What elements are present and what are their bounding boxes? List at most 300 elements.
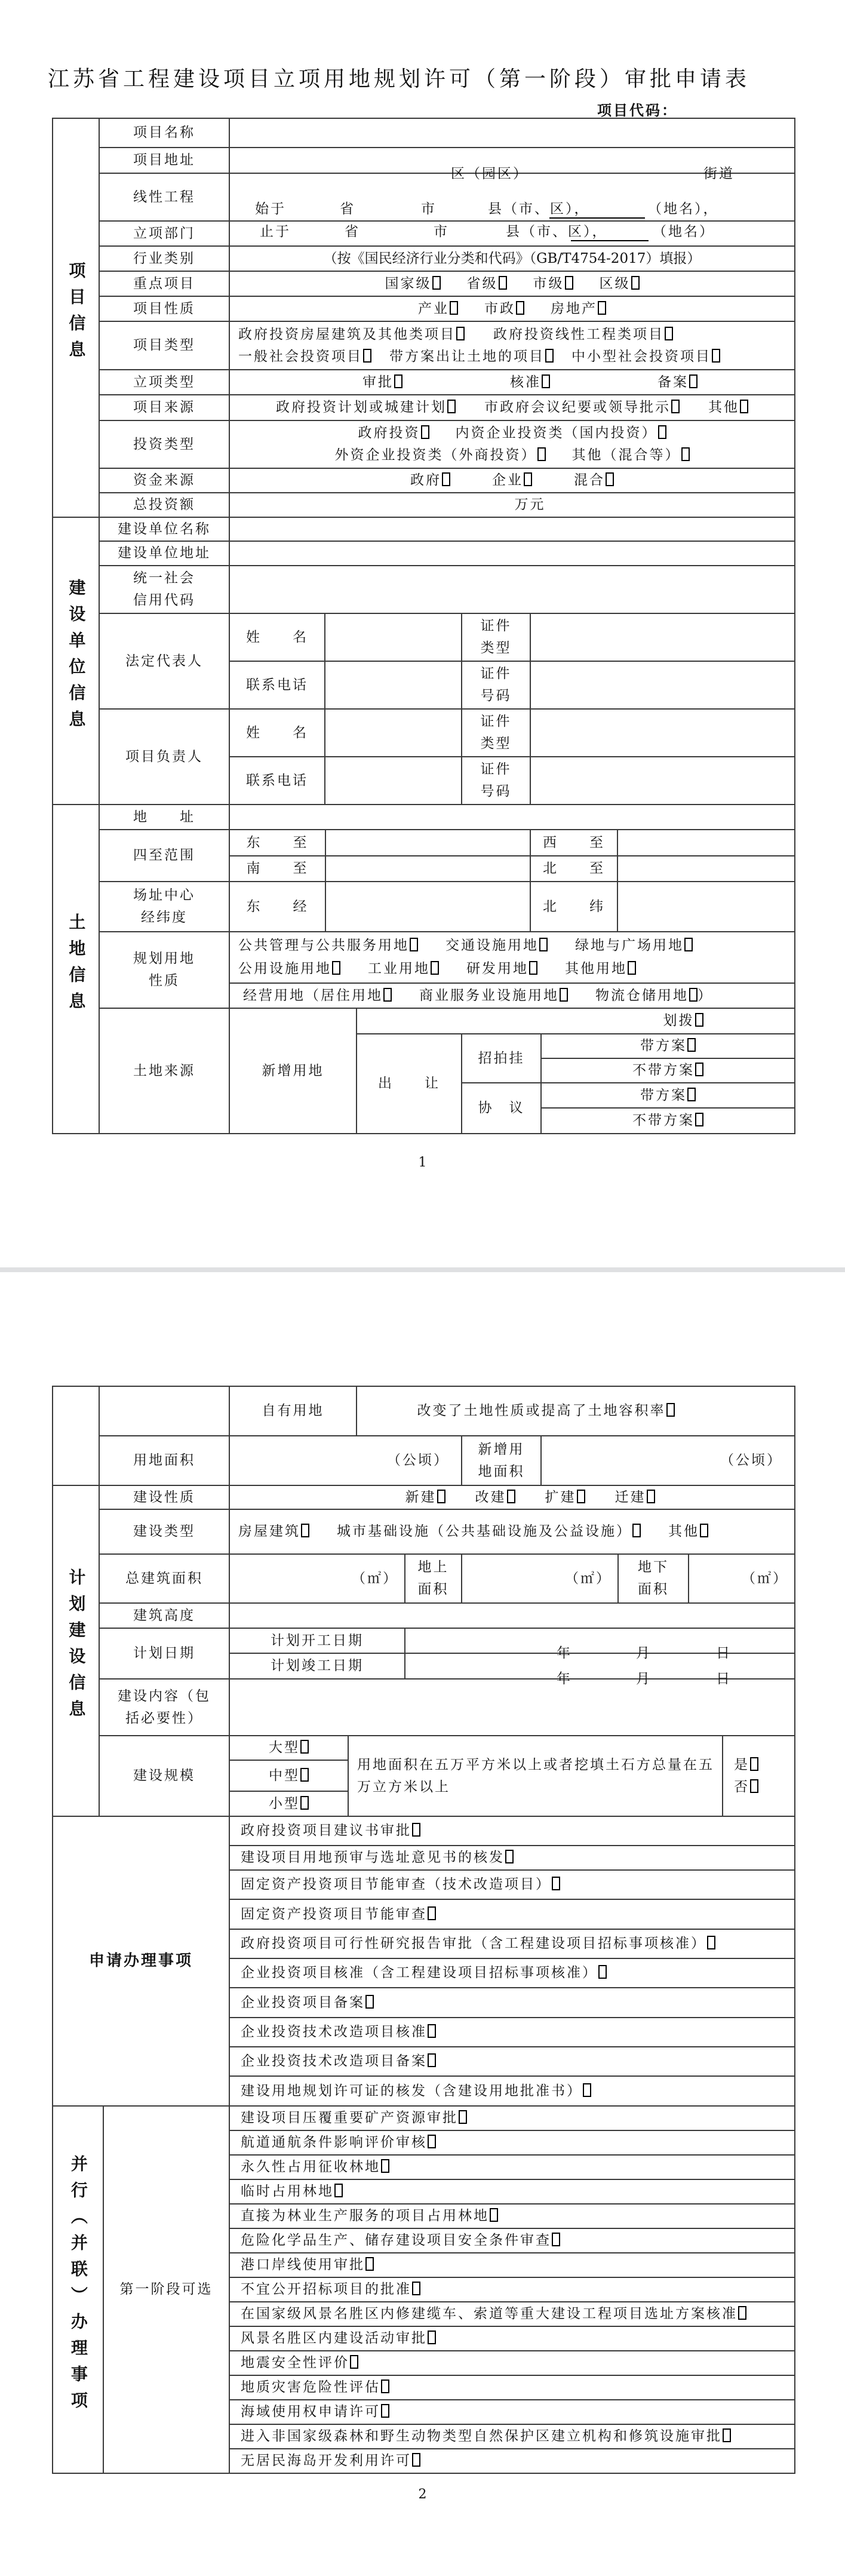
checkbox[interactable] xyxy=(687,1088,696,1101)
checkbox-option[interactable] xyxy=(241,1850,514,1865)
to-label: 止于 xyxy=(260,224,291,240)
checkbox-option[interactable] xyxy=(358,422,429,444)
key-project-options xyxy=(229,271,795,296)
checkbox-option[interactable] xyxy=(269,1740,309,1755)
east-field[interactable] xyxy=(325,830,530,856)
manager-name-field[interactable] xyxy=(325,709,462,757)
checklist-item[interactable] xyxy=(229,2277,795,2302)
manager-phone-field[interactable] xyxy=(325,757,462,805)
checkbox-option[interactable] xyxy=(241,2306,746,2322)
checkbox[interactable] xyxy=(658,425,666,439)
checkbox-group xyxy=(335,444,690,466)
checkbox[interactable] xyxy=(505,1850,514,1863)
place-blank[interactable] xyxy=(571,240,649,241)
fund-source-label: 资金来源 xyxy=(99,468,229,493)
manager-label: 项目负责人 xyxy=(99,709,229,805)
scale-question: 用地面积在五万平方米以上或者挖填土石方总量在五万立方米以上 xyxy=(348,1736,723,1816)
coord-grid xyxy=(229,882,795,932)
unit-label: （公顷） xyxy=(387,1453,449,1469)
checklist-item[interactable] xyxy=(229,2228,795,2253)
option-label: 直接为林业生产服务的项目占用林地 xyxy=(241,2208,489,2224)
checkbox-option[interactable] xyxy=(238,1521,309,1543)
checkbox[interactable] xyxy=(681,447,690,461)
legal-rep-phone-field[interactable] xyxy=(325,661,462,709)
option-label: 危险化学品生产、储存建设项目安全条件审查 xyxy=(241,2233,551,2249)
section-builder-info xyxy=(53,517,99,805)
checkbox-option[interactable] xyxy=(241,1965,607,1981)
end-date-field[interactable] xyxy=(405,1653,794,1687)
checkbox[interactable] xyxy=(421,425,429,439)
checkbox-option[interactable] xyxy=(241,1823,420,1838)
checkbox[interactable] xyxy=(381,2159,389,2173)
project-address-field[interactable] xyxy=(229,148,795,182)
legal-rep-label: 法定代表人 xyxy=(99,613,229,709)
checklist-item[interactable] xyxy=(229,2130,795,2155)
option-label: 固定资产投资项目节能审查（技术改造项目） xyxy=(241,1877,551,1893)
checkbox-option[interactable] xyxy=(269,1796,309,1812)
option-label: 企业 xyxy=(492,472,523,489)
approval-type-label: 立项类型 xyxy=(99,370,229,395)
checkbox-option[interactable] xyxy=(595,985,697,1007)
checkbox[interactable] xyxy=(428,1906,436,1920)
checkbox[interactable] xyxy=(552,1877,560,1890)
checkbox[interactable] xyxy=(560,988,568,1002)
checkbox[interactable] xyxy=(666,1403,675,1417)
option-label: 中型 xyxy=(269,1767,300,1783)
id-type-label xyxy=(462,709,530,757)
checkbox-option[interactable] xyxy=(238,346,371,368)
checkbox[interactable] xyxy=(565,276,573,290)
checkbox-option[interactable] xyxy=(734,1757,758,1773)
checkbox-option[interactable] xyxy=(575,935,693,957)
option-label: 带方案 xyxy=(640,1087,687,1103)
key-project-label: 重点项目 xyxy=(99,271,229,296)
checkbox[interactable] xyxy=(412,1823,420,1837)
option-label: 物流仓储用地 xyxy=(595,987,689,1003)
manager-id-number-field[interactable] xyxy=(530,757,795,805)
checkbox[interactable] xyxy=(695,1063,703,1076)
own-land-grid xyxy=(229,1386,795,1436)
builder-name-field[interactable] xyxy=(229,517,795,541)
checkbox-group xyxy=(734,1779,758,1795)
checkbox-option[interactable] xyxy=(571,346,720,368)
checkbox-option[interactable] xyxy=(241,2159,389,2175)
latitude-field[interactable] xyxy=(617,882,794,931)
west-label: 西 至 xyxy=(530,830,617,856)
invest-type-options xyxy=(229,420,795,468)
checklist-item[interactable] xyxy=(229,2449,795,2473)
checkbox[interactable] xyxy=(432,276,441,290)
province-label: 省 xyxy=(345,224,360,240)
checklist-item[interactable] xyxy=(229,2204,795,2228)
checkbox-option[interactable] xyxy=(241,2404,389,2420)
checkbox[interactable] xyxy=(631,276,640,290)
legal-rep-id-type-field[interactable] xyxy=(530,613,795,661)
checkbox-option[interactable] xyxy=(632,1063,703,1078)
checkbox-option[interactable] xyxy=(492,469,532,492)
land-address-field[interactable] xyxy=(229,805,795,830)
land-area-field[interactable] xyxy=(230,1436,462,1485)
checkbox[interactable] xyxy=(707,1936,715,1949)
checkbox[interactable] xyxy=(459,2110,467,2124)
content-field[interactable] xyxy=(229,1679,795,1736)
checkbox-option[interactable] xyxy=(405,1487,445,1509)
checkbox[interactable] xyxy=(410,938,418,951)
builder-address-field[interactable] xyxy=(229,541,795,566)
name-label: 姓 名 xyxy=(229,709,325,757)
checkbox-group xyxy=(417,1403,675,1419)
checkbox-option[interactable] xyxy=(600,273,640,295)
industry-field[interactable]: （按《国民经济行业分类和代码》（GB/T4754-2017）填报） xyxy=(229,246,795,271)
checkbox-option[interactable] xyxy=(467,273,507,295)
checklist-item[interactable] xyxy=(229,2155,795,2179)
checkbox-group xyxy=(269,1740,309,1755)
section-label-cell xyxy=(53,2106,103,2473)
land-address-label: 地 址 xyxy=(99,805,229,830)
checklist-item[interactable] xyxy=(229,2179,795,2204)
checkbox[interactable] xyxy=(499,276,507,290)
checklist-item[interactable] xyxy=(229,2047,795,2076)
checkbox-option[interactable] xyxy=(574,469,614,492)
checkbox-group xyxy=(663,1013,703,1028)
option-label: 改变了土地性质或提高了土地容积率 xyxy=(417,1403,666,1419)
section-land-info-continued xyxy=(53,1386,99,1485)
south-field[interactable] xyxy=(325,856,530,881)
checklist-item[interactable] xyxy=(229,2375,795,2400)
project-type-options xyxy=(229,321,795,370)
checklist-item[interactable] xyxy=(229,2018,795,2047)
checkbox-option[interactable] xyxy=(241,2110,467,2126)
checklist-item[interactable] xyxy=(229,1899,795,1929)
checkbox-option[interactable] xyxy=(241,2428,731,2444)
floor-area-field[interactable] xyxy=(230,1555,405,1602)
checkbox-option[interactable] xyxy=(419,985,568,1007)
checkbox[interactable] xyxy=(700,1524,708,1537)
option-label: 研发用地 xyxy=(466,961,528,977)
checklist-item[interactable] xyxy=(229,2326,795,2351)
checkbox-option[interactable] xyxy=(241,2257,374,2273)
checkbox[interactable] xyxy=(529,961,537,975)
checkbox[interactable] xyxy=(537,447,546,461)
checkbox-option[interactable] xyxy=(551,298,606,320)
total-invest-field[interactable] xyxy=(229,493,795,517)
land-source-label: 土地来源 xyxy=(99,1008,229,1134)
business-prefix: 经营用地（ xyxy=(243,987,321,1003)
checkbox-option[interactable] xyxy=(484,298,524,320)
checkbox-option[interactable] xyxy=(708,397,748,419)
credit-code-label xyxy=(99,566,229,613)
checkbox-option[interactable] xyxy=(321,985,392,1007)
land-area-grid xyxy=(229,1436,795,1485)
checkbox[interactable] xyxy=(723,2428,731,2442)
checkbox-option[interactable] xyxy=(445,935,548,957)
checklist-item[interactable] xyxy=(229,2424,795,2449)
checkbox[interactable] xyxy=(381,2380,389,2393)
checkbox-option[interactable] xyxy=(241,2083,591,2099)
checkbox-option[interactable] xyxy=(241,2024,436,2040)
checkbox-option[interactable] xyxy=(640,1038,696,1054)
option-label: 建设项目压覆重要矿产资源审批 xyxy=(241,2110,458,2126)
checkbox[interactable] xyxy=(394,374,402,388)
below-area-label xyxy=(618,1555,689,1602)
checkbox-option[interactable] xyxy=(533,273,573,295)
option-label: 工业用地 xyxy=(368,961,430,977)
checkbox-option[interactable] xyxy=(389,346,554,368)
own-land-label: 自有用地 xyxy=(230,1387,357,1435)
year-label: 年 xyxy=(557,1671,572,1687)
checkbox[interactable] xyxy=(647,1490,655,1503)
option-label: 市政 xyxy=(484,300,515,317)
checkbox-option[interactable] xyxy=(632,1113,703,1128)
checkbox[interactable] xyxy=(689,374,697,388)
checkbox[interactable] xyxy=(363,349,371,363)
below-area-field[interactable] xyxy=(689,1555,794,1602)
checkbox-option[interactable] xyxy=(241,2355,358,2371)
checkbox[interactable] xyxy=(300,1740,309,1754)
unit-label: （㎡） xyxy=(352,1570,398,1586)
option-label: 地质灾害危险性评估 xyxy=(241,2380,380,2396)
checklist-item[interactable] xyxy=(229,2253,795,2277)
checkbox[interactable] xyxy=(545,349,554,363)
checkbox[interactable] xyxy=(598,301,606,315)
height-field[interactable] xyxy=(229,1603,795,1628)
checklist-item[interactable] xyxy=(229,1846,795,1870)
checkbox[interactable] xyxy=(738,2306,746,2320)
checkbox-option[interactable] xyxy=(269,1768,309,1783)
checkbox[interactable] xyxy=(334,2184,343,2197)
checkbox-option[interactable] xyxy=(241,1906,436,1922)
checkbox[interactable] xyxy=(632,1524,641,1537)
name-label: 姓 名 xyxy=(229,613,325,661)
checkbox-option[interactable] xyxy=(410,469,450,492)
street-label: 街道 xyxy=(703,165,735,182)
checkbox[interactable] xyxy=(507,1490,515,1503)
checkbox[interactable] xyxy=(350,2355,358,2369)
checkbox-option[interactable] xyxy=(238,935,418,957)
checkbox-option[interactable] xyxy=(368,958,439,980)
checkbox-option[interactable] xyxy=(241,1877,560,1892)
checkbox-group xyxy=(418,298,606,320)
option-label: 政府投资计划或城建计划 xyxy=(276,400,447,416)
checkbox[interactable] xyxy=(539,938,548,951)
checkbox[interactable] xyxy=(542,374,550,388)
checkbox-option[interactable] xyxy=(241,2053,436,2069)
checklist-item[interactable] xyxy=(229,2076,795,2106)
checkbox-option[interactable] xyxy=(238,324,465,346)
project-name-field[interactable] xyxy=(229,118,795,148)
checkbox-option[interactable] xyxy=(241,2184,343,2199)
north-field[interactable] xyxy=(617,856,794,881)
checkbox[interactable] xyxy=(516,301,524,315)
checkbox-option[interactable] xyxy=(337,1521,641,1543)
checkbox[interactable] xyxy=(428,2135,436,2148)
checkbox[interactable] xyxy=(412,2282,420,2295)
checkbox[interactable] xyxy=(552,2233,560,2246)
north-label: 北 至 xyxy=(530,856,617,881)
checkbox-option[interactable] xyxy=(418,298,458,320)
scale-grid xyxy=(229,1736,795,1816)
checkbox[interactable] xyxy=(428,2024,436,2038)
checkbox[interactable] xyxy=(428,2331,436,2344)
checkbox-option[interactable] xyxy=(475,1487,515,1509)
checkbox-option[interactable] xyxy=(362,371,402,394)
checkbox[interactable] xyxy=(628,961,636,975)
option-label: 迁建 xyxy=(614,1489,646,1505)
checklist-item[interactable] xyxy=(229,2351,795,2375)
checkbox[interactable] xyxy=(365,2257,374,2271)
checklist-item[interactable] xyxy=(229,2400,795,2424)
option-label: 建设用地规划许可证的核发（含建设用地批准书） xyxy=(241,2083,582,2099)
manager-id-type-field[interactable] xyxy=(530,709,795,757)
checkbox-group xyxy=(238,346,720,368)
checkbox-option[interactable] xyxy=(565,958,636,980)
checkbox[interactable] xyxy=(671,400,680,413)
checkbox[interactable] xyxy=(577,1490,585,1503)
option-label: 不宜公开招标项目的批准 xyxy=(241,2282,411,2298)
checkbox[interactable] xyxy=(456,327,465,340)
checkbox[interactable] xyxy=(332,961,340,975)
checkbox-option[interactable] xyxy=(241,2453,420,2468)
checkbox[interactable] xyxy=(301,1524,309,1537)
page-separator xyxy=(0,1267,845,1272)
checklist-item[interactable] xyxy=(229,1958,795,1988)
checkbox[interactable] xyxy=(712,349,720,363)
checkbox-option[interactable] xyxy=(640,1088,696,1103)
option-label: 居住用地 xyxy=(321,987,383,1003)
project-code-label: 项目代码： xyxy=(597,102,678,119)
west-field[interactable] xyxy=(617,830,794,856)
checkbox-option[interactable] xyxy=(385,273,441,295)
checkbox-option[interactable] xyxy=(335,444,546,466)
checkbox[interactable] xyxy=(695,1013,703,1027)
checkbox[interactable] xyxy=(606,472,614,486)
checkbox[interactable] xyxy=(447,400,456,413)
checkbox-option[interactable] xyxy=(241,2233,560,2248)
checkbox-option[interactable] xyxy=(734,1779,758,1795)
checkbox[interactable] xyxy=(750,1757,758,1771)
day-label: 日 xyxy=(716,1645,732,1661)
checkbox[interactable] xyxy=(598,1965,607,1979)
checkbox[interactable] xyxy=(695,1113,703,1126)
checklist-item[interactable] xyxy=(229,2106,795,2130)
checkbox-option[interactable] xyxy=(241,2380,389,2395)
build-type-label: 建设类型 xyxy=(99,1509,229,1554)
checkbox-option[interactable] xyxy=(241,2208,498,2224)
checkbox[interactable] xyxy=(687,1038,696,1052)
builder-address-label: 建设单位地址 xyxy=(99,541,229,566)
section-label: 建设单位信息 xyxy=(66,578,87,736)
checkbox-option[interactable] xyxy=(545,1487,585,1509)
section-label: 计划建设信息 xyxy=(66,1568,87,1727)
option-label: 否 xyxy=(734,1779,749,1795)
checkbox[interactable] xyxy=(450,301,458,315)
checkbox[interactable] xyxy=(665,327,673,340)
checkbox-option[interactable] xyxy=(456,422,666,444)
county-label: 县（市、区）， xyxy=(506,224,608,240)
unit-label: （㎡） xyxy=(565,1570,612,1586)
checkbox[interactable] xyxy=(300,1796,309,1810)
checkbox-group xyxy=(734,1757,758,1773)
checkbox[interactable] xyxy=(365,1995,374,2009)
checkbox-option[interactable] xyxy=(466,958,537,980)
option-label: 地震安全性评价 xyxy=(241,2355,349,2371)
checkbox-option[interactable] xyxy=(615,1487,655,1509)
checkbox-option[interactable] xyxy=(493,324,673,346)
checkbox-option[interactable] xyxy=(668,1521,708,1543)
checkbox-option[interactable] xyxy=(276,397,456,419)
option-label: 中小型社会投资项目 xyxy=(571,348,711,364)
checkbox[interactable] xyxy=(524,472,532,486)
checkbox-option[interactable] xyxy=(241,2135,436,2150)
source-label: 项目来源 xyxy=(99,395,229,420)
checkbox[interactable] xyxy=(442,472,450,486)
checkbox-option[interactable] xyxy=(510,371,550,394)
checkbox[interactable] xyxy=(490,2208,498,2222)
checkbox[interactable] xyxy=(412,2453,420,2467)
start-date-field[interactable] xyxy=(405,1629,794,1661)
checkbox[interactable] xyxy=(740,400,748,413)
checklist-item[interactable] xyxy=(229,1870,795,1899)
place-blank[interactable] xyxy=(549,217,645,219)
option-label: 房地产 xyxy=(551,300,597,317)
checkbox[interactable] xyxy=(383,988,392,1002)
checkbox-group xyxy=(640,1038,696,1054)
new-land-label: 新增用地 xyxy=(230,1009,357,1133)
checklist-item[interactable] xyxy=(229,1988,795,2018)
checkbox-group xyxy=(327,371,697,394)
checkbox-option[interactable] xyxy=(417,1403,675,1419)
checkbox[interactable] xyxy=(750,1779,758,1793)
checkbox[interactable] xyxy=(684,938,693,951)
checkbox-option[interactable] xyxy=(241,1995,374,2010)
checkbox-option[interactable] xyxy=(241,2282,420,2297)
above-area-field[interactable] xyxy=(462,1555,618,1602)
option-label: 不带方案 xyxy=(632,1113,695,1129)
option-label: 企业投资项目备案 xyxy=(241,1994,365,2010)
checkbox[interactable] xyxy=(431,961,439,975)
linear-project-label: 线性工程 xyxy=(99,173,229,221)
option-label: 固定资产投资项目节能审查 xyxy=(241,1906,427,1922)
checklist-item[interactable] xyxy=(229,1929,795,1958)
checkbox-option[interactable] xyxy=(241,1936,715,1951)
checkbox[interactable] xyxy=(381,2404,389,2418)
option-label: 其他（混合等） xyxy=(571,447,681,463)
checkbox-option[interactable] xyxy=(657,371,697,394)
checkbox-option[interactable] xyxy=(241,2331,436,2346)
checkbox[interactable] xyxy=(300,1768,309,1782)
longitude-field[interactable] xyxy=(325,882,530,931)
checkbox-option[interactable] xyxy=(484,397,680,419)
checkbox[interactable] xyxy=(583,2083,591,2097)
checkbox[interactable] xyxy=(689,988,697,1002)
checkbox-option[interactable] xyxy=(572,444,690,466)
checkbox-option[interactable] xyxy=(238,958,340,980)
land-use-label xyxy=(99,932,229,1008)
checklist-item[interactable] xyxy=(229,1816,795,1846)
checkbox[interactable] xyxy=(428,2053,436,2067)
city-label: 市 xyxy=(421,201,437,217)
new-area-field[interactable] xyxy=(541,1436,794,1485)
unit-label: （公顷） xyxy=(720,1453,782,1469)
legal-rep-name-field[interactable] xyxy=(325,613,462,661)
checkbox-option[interactable] xyxy=(663,1013,703,1028)
credit-code-field[interactable] xyxy=(229,566,795,613)
below-area-text: 地下面积 xyxy=(638,1559,669,1597)
option-label: 商业服务业设施用地 xyxy=(419,987,559,1003)
checkbox[interactable] xyxy=(437,1490,445,1503)
checklist-item[interactable] xyxy=(229,2302,795,2326)
legal-rep-id-number-field[interactable] xyxy=(530,661,795,709)
